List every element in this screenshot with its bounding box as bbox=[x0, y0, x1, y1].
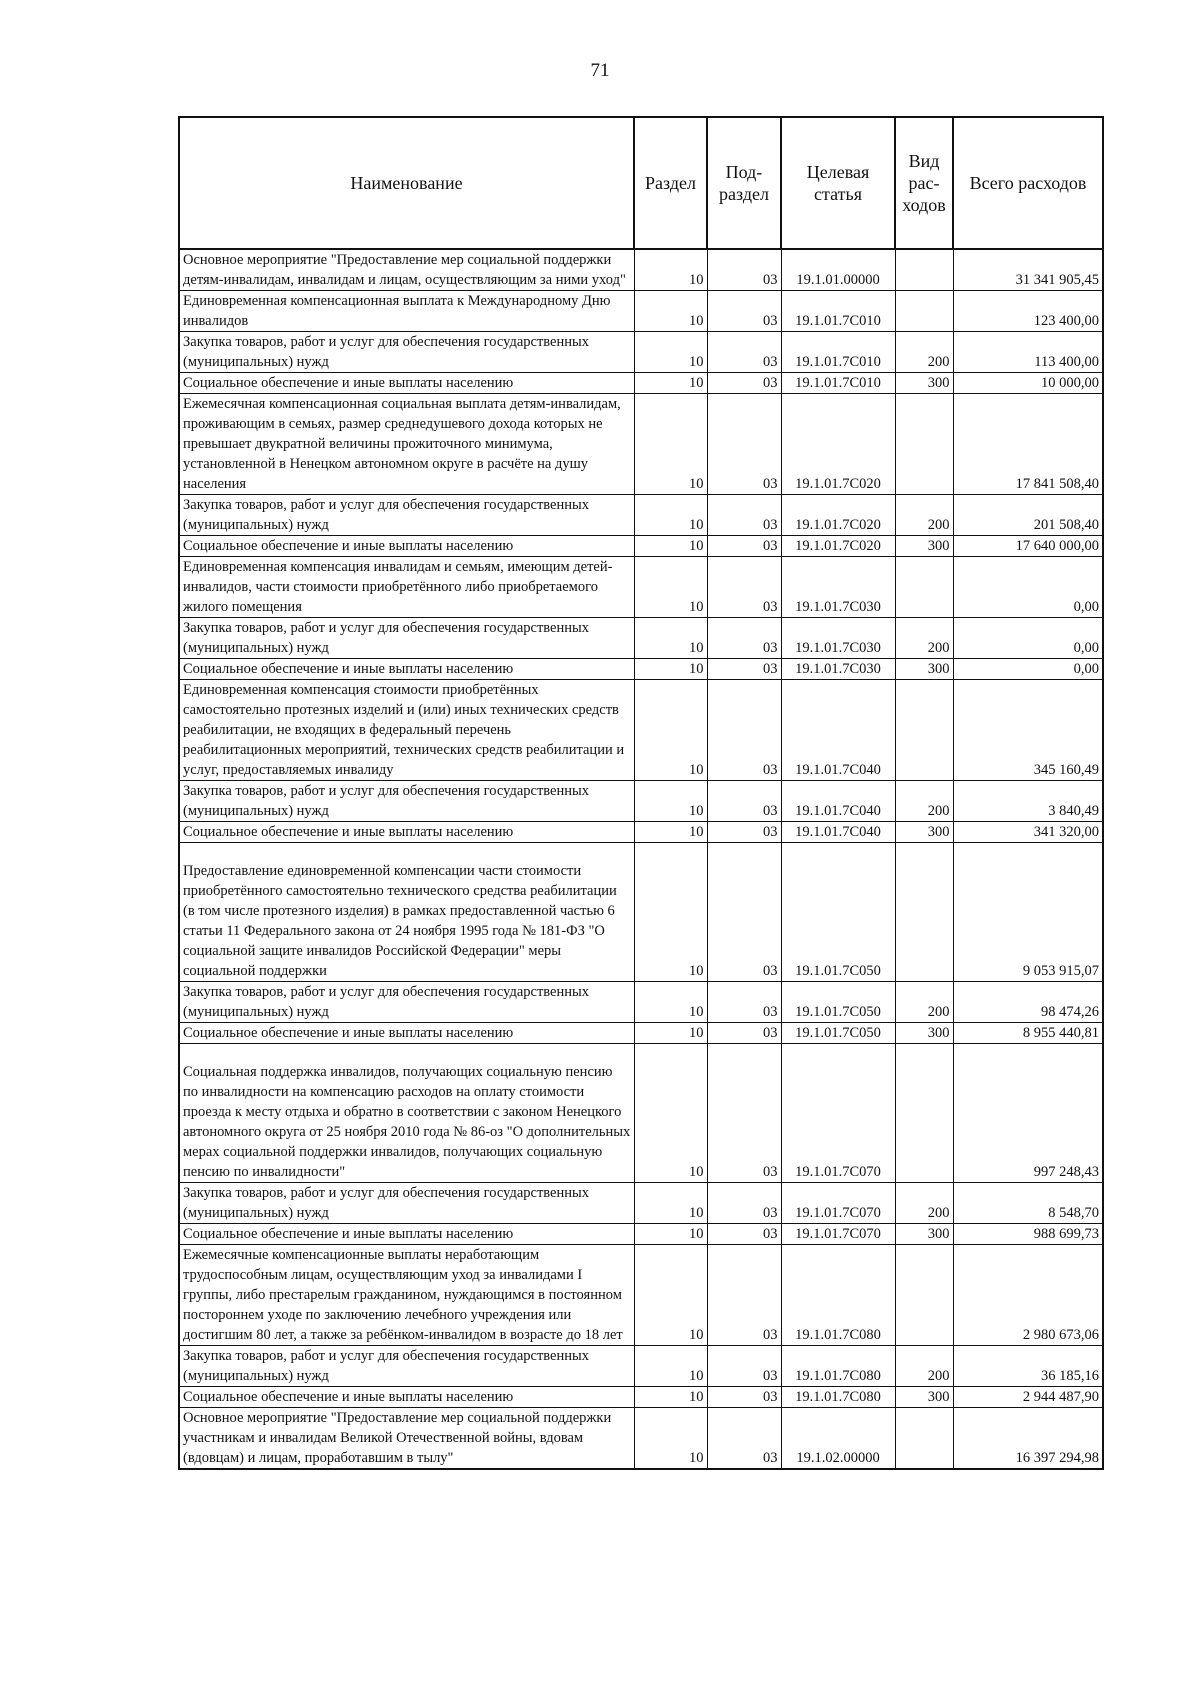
cell-name: Закупка товаров, работ и услуг для обеспечения государственных (муниципальных) нужд bbox=[179, 1183, 634, 1224]
table-row bbox=[179, 659, 1103, 680]
header-target: Целевая статья bbox=[781, 117, 895, 249]
cell-target: 19.1.01.7С080 bbox=[781, 1245, 895, 1346]
cell-subsection: 03 bbox=[707, 982, 781, 1023]
cell-name: Социальное обеспечение и иные выплаты населению bbox=[179, 1224, 634, 1245]
cell-target: 19.1.01.7С030 bbox=[781, 557, 895, 618]
header-section: Раздел bbox=[634, 117, 707, 249]
cell-target: 19.1.01.7С050 bbox=[781, 982, 895, 1023]
cell-section: 10 bbox=[634, 1387, 707, 1408]
cell-total: 8 548,70 bbox=[953, 1183, 1103, 1224]
cell-subsection: 03 bbox=[707, 822, 781, 843]
cell-subsection: 03 bbox=[707, 659, 781, 680]
cell-total: 2 944 487,90 bbox=[953, 1387, 1103, 1408]
page-number: 71 bbox=[590, 60, 610, 81]
cell-subsection: 03 bbox=[707, 1044, 781, 1183]
cell-name: Ежемесячные компенсационные выплаты неработающим трудоспособным лицам, осуществляющим уход за инвалидами I группы, либо престарелым гражданином, нуждающимся в постоянном постороннем уходе по заключению лечебного учреждения или достигшим 80 лет, а также за ребёнком-инвалидом в возрасте до 18 лет bbox=[179, 1245, 634, 1346]
table-row bbox=[179, 373, 1103, 394]
cell-kind: 200 bbox=[895, 1346, 953, 1387]
header-kind: Вид рас-ходов bbox=[895, 117, 953, 249]
cell-name: Закупка товаров, работ и услуг для обеспечения государственных (муниципальных) нужд bbox=[179, 495, 634, 536]
cell-section: 10 bbox=[634, 249, 707, 291]
cell-section: 10 bbox=[634, 822, 707, 843]
cell-total: 98 474,26 bbox=[953, 982, 1103, 1023]
cell-total: 123 400,00 bbox=[953, 291, 1103, 332]
cell-target: 19.1.01.7С040 bbox=[781, 680, 895, 781]
table-row bbox=[179, 495, 1103, 536]
cell-name: Единовременная компенсационная выплата к Международному Дню инвалидов bbox=[179, 291, 634, 332]
table-row bbox=[179, 1346, 1103, 1387]
cell-kind: 300 bbox=[895, 536, 953, 557]
table-header-row bbox=[179, 117, 1103, 249]
table-row bbox=[179, 394, 1103, 495]
cell-kind: 300 bbox=[895, 373, 953, 394]
table-row bbox=[179, 1183, 1103, 1224]
cell-total: 36 185,16 bbox=[953, 1346, 1103, 1387]
header-total: Всего расходов bbox=[953, 117, 1103, 249]
cell-kind: 300 bbox=[895, 1023, 953, 1044]
cell-section: 10 bbox=[634, 1346, 707, 1387]
cell-total: 0,00 bbox=[953, 618, 1103, 659]
cell-name: Социальное обеспечение и иные выплаты населению bbox=[179, 1023, 634, 1044]
cell-total: 0,00 bbox=[953, 659, 1103, 680]
cell-section: 10 bbox=[634, 1408, 707, 1470]
cell-section: 10 bbox=[634, 680, 707, 781]
cell-kind: 200 bbox=[895, 781, 953, 822]
cell-target: 19.1.01.7С030 bbox=[781, 659, 895, 680]
cell-section: 10 bbox=[634, 495, 707, 536]
cell-section: 10 bbox=[634, 1044, 707, 1183]
cell-name: Социальное обеспечение и иные выплаты населению bbox=[179, 659, 634, 680]
cell-total: 17 640 000,00 bbox=[953, 536, 1103, 557]
cell-name: Социальная поддержка инвалидов, получающих социальную пенсию по инвалидности на компенсацию расходов на оплату стоимости проезда к месту отдыха и обратно в соответствии с законом Ненецкого автономного округа от 25 ноября 2010 года № 86-оз "О дополнительных мерах социальной поддержки инвалидов, получающих социальную пенсию по инвалидности" bbox=[179, 1044, 634, 1183]
cell-section: 10 bbox=[634, 1023, 707, 1044]
cell-name: Социальное обеспечение и иные выплаты населению bbox=[179, 822, 634, 843]
cell-subsection: 03 bbox=[707, 781, 781, 822]
cell-kind bbox=[895, 249, 953, 291]
table-row bbox=[179, 557, 1103, 618]
cell-target: 19.1.02.00000 bbox=[781, 1408, 895, 1470]
cell-kind: 200 bbox=[895, 1183, 953, 1224]
cell-subsection: 03 bbox=[707, 394, 781, 495]
cell-section: 10 bbox=[634, 618, 707, 659]
cell-subsection: 03 bbox=[707, 1408, 781, 1470]
cell-kind bbox=[895, 291, 953, 332]
cell-name: Ежемесячная компенсационная социальная выплата детям-инвалидам, проживающим в семьях, размер среднедушевого дохода которых не превышает двукратной величины прожиточного минимума, установленной в Ненецком автономном округе в расчёте на душу населения bbox=[179, 394, 634, 495]
cell-total: 341 320,00 bbox=[953, 822, 1103, 843]
cell-kind bbox=[895, 1245, 953, 1346]
cell-total: 2 980 673,06 bbox=[953, 1245, 1103, 1346]
cell-subsection: 03 bbox=[707, 536, 781, 557]
cell-target: 19.1.01.7С070 bbox=[781, 1044, 895, 1183]
cell-total: 988 699,73 bbox=[953, 1224, 1103, 1245]
cell-target: 19.1.01.7С030 bbox=[781, 618, 895, 659]
cell-name: Закупка товаров, работ и услуг для обеспечения государственных (муниципальных) нужд bbox=[179, 618, 634, 659]
cell-target: 19.1.01.7С010 bbox=[781, 332, 895, 373]
cell-subsection: 03 bbox=[707, 1245, 781, 1346]
cell-kind: 300 bbox=[895, 1224, 953, 1245]
cell-total: 3 840,49 bbox=[953, 781, 1103, 822]
cell-target: 19.1.01.7С070 bbox=[781, 1183, 895, 1224]
budget-table bbox=[178, 116, 1104, 1470]
cell-name: Закупка товаров, работ и услуг для обеспечения государственных (муниципальных) нужд bbox=[179, 982, 634, 1023]
table-row bbox=[179, 249, 1103, 291]
cell-name: Закупка товаров, работ и услуг для обеспечения государственных (муниципальных) нужд bbox=[179, 332, 634, 373]
cell-total: 31 341 905,45 bbox=[953, 249, 1103, 291]
cell-name: Социальное обеспечение и иные выплаты населению bbox=[179, 373, 634, 394]
cell-section: 10 bbox=[634, 843, 707, 982]
cell-kind: 300 bbox=[895, 822, 953, 843]
cell-name: Закупка товаров, работ и услуг для обеспечения государственных (муниципальных) нужд bbox=[179, 781, 634, 822]
cell-subsection: 03 bbox=[707, 1183, 781, 1224]
cell-section: 10 bbox=[634, 781, 707, 822]
cell-section: 10 bbox=[634, 373, 707, 394]
cell-target: 19.1.01.7С040 bbox=[781, 822, 895, 843]
cell-kind: 200 bbox=[895, 982, 953, 1023]
cell-name: Основное мероприятие "Предоставление мер социальной поддержки участникам и инвалидам Великой Отечественной войны, вдовам (вдовцам) и лицам, проработавшим в тылу" bbox=[179, 1408, 634, 1470]
cell-kind: 300 bbox=[895, 1387, 953, 1408]
cell-section: 10 bbox=[634, 536, 707, 557]
cell-kind bbox=[895, 557, 953, 618]
cell-target: 19.1.01.7С040 bbox=[781, 781, 895, 822]
table-row bbox=[179, 822, 1103, 843]
cell-total: 16 397 294,98 bbox=[953, 1408, 1103, 1470]
cell-target: 19.1.01.7С050 bbox=[781, 1023, 895, 1044]
cell-name: Единовременная компенсация инвалидам и семьям, имеющим детей-инвалидов, части стоимости приобретённого либо приобретаемого жилого помещения bbox=[179, 557, 634, 618]
table-row bbox=[179, 332, 1103, 373]
cell-name: Предоставление единовременной компенсации части стоимости приобретённого самостоятельно технического средства реабилитации (в том числе протезного изделия) в рамках предоставленной частью 6 статьи 11 Федерального закона от 24 ноября 1995 года № 181-ФЗ "О социальной защите инвалидов Российской Федерации" меры социальной поддержки bbox=[179, 843, 634, 982]
cell-target: 19.1.01.7С010 bbox=[781, 373, 895, 394]
cell-name: Закупка товаров, работ и услуг для обеспечения государственных (муниципальных) нужд bbox=[179, 1346, 634, 1387]
header-subsection: Под-раздел bbox=[707, 117, 781, 249]
table-row bbox=[179, 1224, 1103, 1245]
table-row bbox=[179, 781, 1103, 822]
cell-name: Социальное обеспечение и иные выплаты населению bbox=[179, 536, 634, 557]
table-row bbox=[179, 843, 1103, 982]
cell-subsection: 03 bbox=[707, 373, 781, 394]
cell-section: 10 bbox=[634, 1245, 707, 1346]
table-row bbox=[179, 1245, 1103, 1346]
cell-subsection: 03 bbox=[707, 249, 781, 291]
cell-kind: 300 bbox=[895, 659, 953, 680]
cell-section: 10 bbox=[634, 659, 707, 680]
cell-total: 113 400,00 bbox=[953, 332, 1103, 373]
cell-subsection: 03 bbox=[707, 1387, 781, 1408]
cell-kind bbox=[895, 1044, 953, 1183]
cell-name: Основное мероприятие "Предоставление мер социальной поддержки детям-инвалидам, инвалидам и лицам, осуществляющим за ними уход" bbox=[179, 249, 634, 291]
table-row bbox=[179, 680, 1103, 781]
cell-target: 19.1.01.7С020 bbox=[781, 495, 895, 536]
cell-total: 8 955 440,81 bbox=[953, 1023, 1103, 1044]
cell-subsection: 03 bbox=[707, 843, 781, 982]
cell-kind: 200 bbox=[895, 332, 953, 373]
cell-kind bbox=[895, 680, 953, 781]
cell-target: 19.1.01.7С080 bbox=[781, 1387, 895, 1408]
cell-total: 201 508,40 bbox=[953, 495, 1103, 536]
cell-target: 19.1.01.7С050 bbox=[781, 843, 895, 982]
table-row bbox=[179, 291, 1103, 332]
cell-subsection: 03 bbox=[707, 495, 781, 536]
cell-total: 0,00 bbox=[953, 557, 1103, 618]
cell-total: 345 160,49 bbox=[953, 680, 1103, 781]
table-row bbox=[179, 982, 1103, 1023]
cell-subsection: 03 bbox=[707, 1346, 781, 1387]
cell-subsection: 03 bbox=[707, 1023, 781, 1044]
cell-target: 19.1.01.00000 bbox=[781, 249, 895, 291]
cell-section: 10 bbox=[634, 394, 707, 495]
header-name: Наименование bbox=[179, 117, 634, 249]
cell-total: 997 248,43 bbox=[953, 1044, 1103, 1183]
cell-kind: 200 bbox=[895, 618, 953, 659]
cell-subsection: 03 bbox=[707, 1224, 781, 1245]
cell-subsection: 03 bbox=[707, 557, 781, 618]
cell-section: 10 bbox=[634, 557, 707, 618]
table-row bbox=[179, 536, 1103, 557]
cell-name: Единовременная компенсация стоимости приобретённых самостоятельно протезных изделий и (или) иных технических средств реабилитации, не входящих в федеральный перечень реабилитационных мероприятий, технических средств реабилитации и услуг, предоставляемых инвалиду bbox=[179, 680, 634, 781]
cell-total: 9 053 915,07 bbox=[953, 843, 1103, 982]
cell-kind bbox=[895, 843, 953, 982]
cell-name: Социальное обеспечение и иные выплаты населению bbox=[179, 1387, 634, 1408]
cell-section: 10 bbox=[634, 291, 707, 332]
cell-subsection: 03 bbox=[707, 332, 781, 373]
table-row bbox=[179, 1408, 1103, 1470]
cell-total: 17 841 508,40 bbox=[953, 394, 1103, 495]
cell-total: 10 000,00 bbox=[953, 373, 1103, 394]
cell-kind: 200 bbox=[895, 495, 953, 536]
table-row bbox=[179, 1023, 1103, 1044]
cell-section: 10 bbox=[634, 982, 707, 1023]
cell-target: 19.1.01.7С080 bbox=[781, 1346, 895, 1387]
table-body bbox=[179, 249, 1103, 1469]
cell-kind bbox=[895, 1408, 953, 1470]
cell-subsection: 03 bbox=[707, 618, 781, 659]
table-row bbox=[179, 1387, 1103, 1408]
cell-section: 10 bbox=[634, 1224, 707, 1245]
table-row bbox=[179, 1044, 1103, 1183]
cell-section: 10 bbox=[634, 1183, 707, 1224]
table-row bbox=[179, 618, 1103, 659]
cell-subsection: 03 bbox=[707, 291, 781, 332]
cell-kind bbox=[895, 394, 953, 495]
cell-target: 19.1.01.7С070 bbox=[781, 1224, 895, 1245]
cell-target: 19.1.01.7С020 bbox=[781, 536, 895, 557]
cell-subsection: 03 bbox=[707, 680, 781, 781]
cell-section: 10 bbox=[634, 332, 707, 373]
cell-target: 19.1.01.7С020 bbox=[781, 394, 895, 495]
cell-target: 19.1.01.7С010 bbox=[781, 291, 895, 332]
